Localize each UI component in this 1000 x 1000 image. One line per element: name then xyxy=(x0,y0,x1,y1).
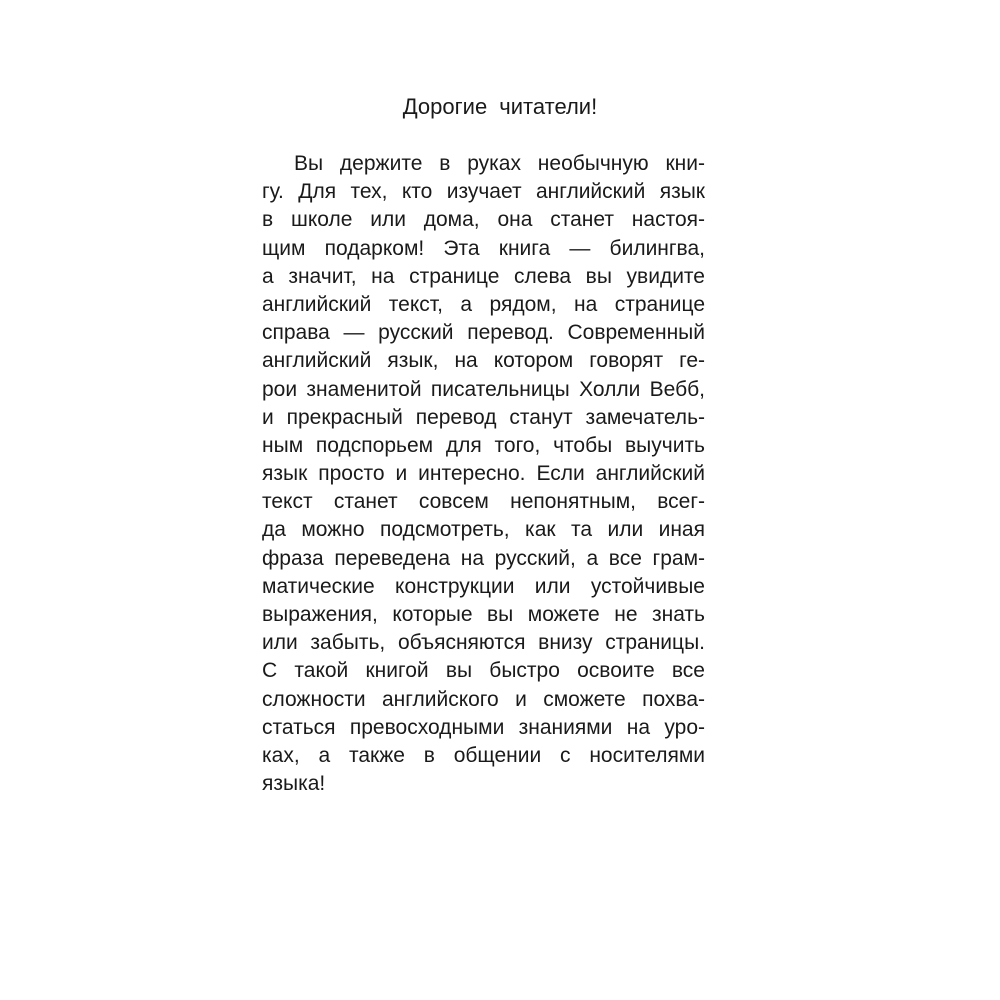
text-line: щим подарком! Эта книга — билингва, xyxy=(262,236,705,260)
preface-paragraph xyxy=(262,150,705,798)
text-line: гу. Для тех, кто изучает английский язык xyxy=(262,180,705,204)
page-title: Дорогие читатели! xyxy=(402,94,598,119)
text-line: ках, а также в общении с носителями xyxy=(262,743,705,767)
text-line: выражения, которые вы можете не знать xyxy=(262,603,705,626)
text-line: фраза переведена на русский, а все грам- xyxy=(262,546,705,570)
text-line: текст станет совсем непонятным, всег- xyxy=(262,490,705,514)
text-line: матические конструкции или устойчивые xyxy=(262,574,705,598)
text-line: да можно подсмотреть, как та или иная xyxy=(262,518,705,542)
text-line: и прекрасный перевод станут замечатель- xyxy=(262,405,705,429)
text-line: или забыть, объясняются внизу страницы. xyxy=(262,631,705,655)
text-line: английский язык, на котором говорят ге- xyxy=(262,349,705,373)
text-line: сложности английского и сможете похва- xyxy=(262,687,705,711)
text-line: С такой книгой вы быстро освоите все xyxy=(262,659,705,683)
text-line: рои знаменитой писательницы Холли Вебб, xyxy=(262,377,705,401)
text-line: языка! xyxy=(262,772,326,796)
text-line: английский текст, а рядом, на странице xyxy=(262,292,705,316)
text-line: а значит, на странице слева вы увидите xyxy=(262,264,705,288)
text-line: справа — русский перевод. Современный xyxy=(262,321,705,345)
text-line: статься превосходными знаниями на уро- xyxy=(262,715,705,739)
text-line: язык просто и интересно. Если английский xyxy=(262,462,705,486)
text-line: в школе или дома, она станет настоя- xyxy=(262,208,705,232)
text-line: ным подспорьем для того, чтобы выучить xyxy=(262,433,705,457)
text-line: Вы держите в руках необычную кни- xyxy=(294,152,705,175)
